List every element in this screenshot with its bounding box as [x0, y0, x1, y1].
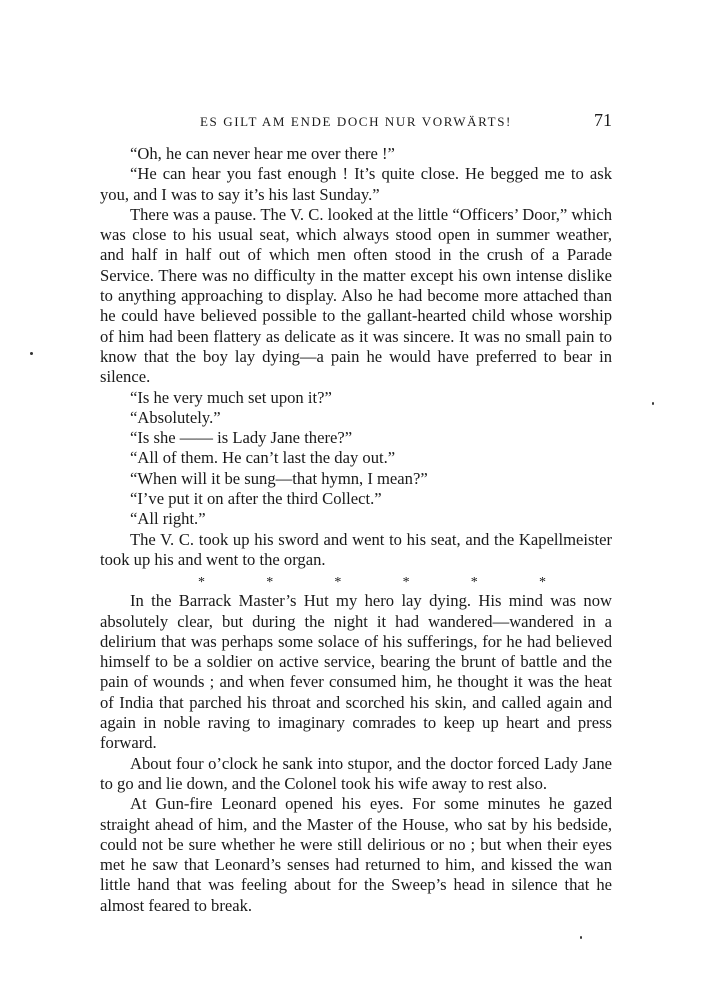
scan-speck — [652, 402, 654, 405]
paragraph: “Is she —— is Lady Jane there?” — [130, 428, 353, 448]
paragraph: About four o’clock he sank into stupor, and the doctor forced Lady Jane to go and lie down, and the Colonel took his wife away to rest also. — [100, 753, 612, 793]
paragraph: “He can hear you fast enough ! It’s quite close. He begged me to ask you, and I was to say it’s his last Sunday.” — [100, 164, 612, 204]
page-header — [160, 112, 612, 134]
paragraph: “When will it be sung—that hymn, I mean?” — [130, 468, 428, 488]
paragraph: “Absolutely.” — [130, 407, 221, 427]
asterisk: * — [538, 575, 546, 591]
paragraph: “All of them. He can’t last the day out.” — [130, 448, 396, 468]
asterisk: * — [470, 575, 478, 591]
paragraph: “Oh, he can never hear me over there !” — [130, 144, 395, 163]
asterisk: * — [198, 575, 205, 591]
asterisk: * — [266, 575, 274, 591]
asterisk: * — [334, 575, 342, 591]
paragraph: “Is he very much set upon it?” — [130, 387, 332, 407]
paragraph: “All right.” — [130, 509, 206, 529]
body-text — [100, 144, 612, 916]
paragraph: In the Barrack Master’s Hut my hero lay dying. His mind was now absolutely clear, but during the night it had wandered—wandered in a delirium that was perhaps some solace of his sufferings, for he had believed himself to be a soldier on active service, bearing the brunt of battle and the pain of wounds ; and when fever consumed him, he thought it was the heat of India that parched his throat and scorched his skin, and called again and again in noble raving to imaginary comrades to keep up heart and press forward. — [100, 591, 612, 753]
running-title: ES GILT AM ENDE DOCH NUR VORWÄRTS! — [200, 114, 512, 129]
paragraph: The V. C. took up his sword and went to his seat, and the Kapellmeister took up his and went to the organ. — [100, 529, 612, 569]
asterisk: * — [402, 575, 410, 591]
paragraph: At Gun-fire Leonard opened his eyes. For some minutes he gazed straight ahead of him, and the Master of the House, who sat by his bedside, could not be sure whether he were still delirious or no ; but when their eyes met he saw that Leonard’s senses had returned to him, and kissed the wan little hand that was feeling about for the Sweep’s head in silence that he almost feared to break. — [100, 794, 612, 915]
scan-speck — [30, 352, 33, 355]
paragraph: There was a pause. The V. C. looked at the little “Officers’ Door,” which was close to his usual seat, which always stood open in summer weather, and half in half out of which men often stood in the crush of a Parade Service. There was no difficulty in the matter except his own intense dislike to anything approaching to display. Also he had become more attached than he could have believed possible to the gallant-hearted child whose worship of him had been flattery as delicate as it was sincere. It was no small pain to know that the boy lay dying—a pain he would have preferred to bear in silence. — [100, 204, 612, 387]
page-number: 71 — [594, 110, 612, 130]
section-break — [100, 570, 612, 591]
scan-speck — [580, 936, 582, 939]
paragraph: “I’ve put it on after the third Collect.” — [130, 489, 382, 509]
